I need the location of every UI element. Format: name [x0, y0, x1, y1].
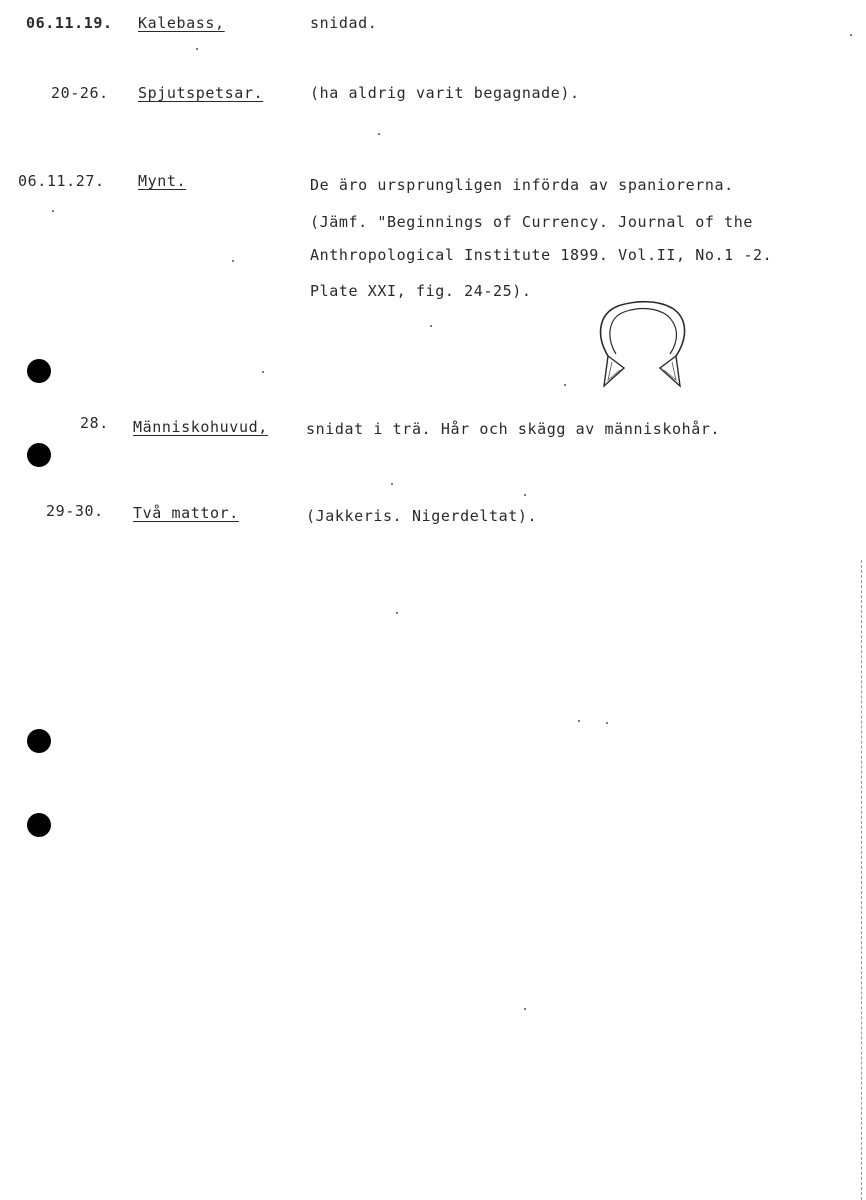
scan-speck	[232, 260, 234, 262]
scan-edge	[860, 560, 862, 1200]
scan-speck	[196, 48, 198, 50]
entry-description: De äro ursprungligen införda av spaniorerna.	[310, 176, 734, 194]
scan-speck	[578, 720, 580, 722]
entry-description: (Jämf. "Beginnings of Currency. Journal of the	[310, 213, 754, 231]
scan-speck	[564, 384, 566, 386]
entry-number: 06.11.27.	[18, 172, 105, 190]
scan-speck	[52, 210, 54, 212]
scan-speck	[850, 34, 852, 36]
entry-number: 06.11.19.	[26, 14, 113, 32]
entry-name: Mynt.	[138, 172, 187, 190]
entry-name: Spjutspetsar.	[138, 84, 264, 102]
entry-description: snidad.	[310, 14, 378, 32]
coin-sketch	[588, 298, 698, 398]
punch-hole	[27, 813, 51, 837]
scan-speck	[524, 1008, 526, 1010]
entry-number: 28.	[80, 414, 109, 432]
entry-description: (Jakkeris. Nigerdeltat).	[306, 507, 538, 525]
scan-speck	[391, 483, 393, 485]
punch-hole	[27, 443, 51, 467]
entry-description: Anthropological Institute 1899. Vol.II, No.1 -2.	[310, 246, 773, 264]
punch-hole	[27, 359, 51, 383]
punch-hole	[27, 729, 51, 753]
entry-description: snidat i trä. Hår och skägg av människohår.	[306, 420, 721, 438]
entry-number: 20-26.	[51, 84, 109, 102]
scan-speck	[606, 722, 608, 724]
scan-speck	[262, 371, 264, 373]
entry-description: (ha aldrig varit begagnade).	[310, 84, 580, 102]
scan-speck	[378, 133, 380, 135]
scan-speck	[524, 494, 526, 496]
entry-name: Två mattor.	[133, 504, 239, 522]
entry-name: Människohuvud,	[133, 418, 268, 436]
scan-speck	[396, 612, 398, 614]
scan-speck	[430, 325, 432, 327]
entry-number: 29-30.	[46, 502, 104, 520]
entry-name: Kalebass,	[138, 14, 225, 32]
entry-description: Plate XXI, fig. 24-25).	[310, 282, 532, 300]
